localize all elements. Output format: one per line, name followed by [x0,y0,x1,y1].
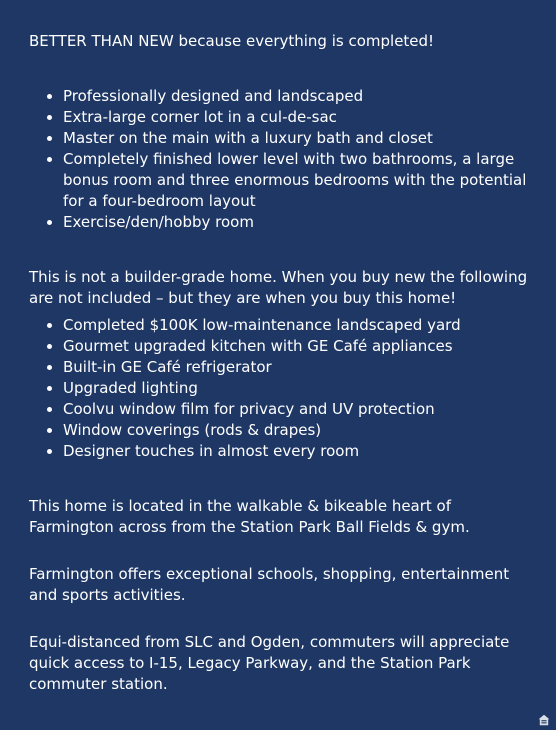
commute-text: Equi-distanced from SLC and Ogden, commuters will appreciate quick access to I-15, Legacy Parkway, and the Station Park commuter station. [29,633,510,693]
list-item: • Designer touches in almost every room [63,441,534,462]
list-item: • Professionally designed and landscaped [63,86,534,107]
list-item: • Exercise/den/hobby room [63,212,534,233]
list-item: • Coolvu window film for privacy and UV protection [63,399,534,420]
features-list [29,86,534,233]
location-text: This home is located in the walkable & bikeable heart of Farmington across from the Station Park Ball Fields & gym. [29,497,470,536]
list-item: • Master on the main with a luxury bath and closet [63,128,534,149]
farmington-text: Farmington offers exceptional schools, shopping, entertainment and sports activities. [29,565,510,604]
equal-housing-icon [538,714,550,726]
included-items-list [29,315,534,462]
listing-description [29,31,534,695]
headline-text: BETTER THAN NEW because everything is completed! [29,32,435,50]
list-item: • Completed $100K low-maintenance landscaped yard [63,315,534,336]
list-item: • Built-in GE Café refrigerator [63,357,534,378]
list-item: • Upgraded lighting [63,378,534,399]
list-item: • Gourmet upgraded kitchen with GE Café appliances [63,336,534,357]
builder-note-text: This is not a builder-grade home. When you buy new the following are not included – but they are when you buy this home! [29,268,528,307]
list-item: • Extra-large corner lot in a cul-de-sac [63,107,534,128]
list-item: • Window coverings (rods & drapes) [63,420,534,441]
list-item: • Completely finished lower level with two bathrooms, a large bonus room and three enormous bedrooms with the potential for a four-bedroom layout [63,149,534,212]
